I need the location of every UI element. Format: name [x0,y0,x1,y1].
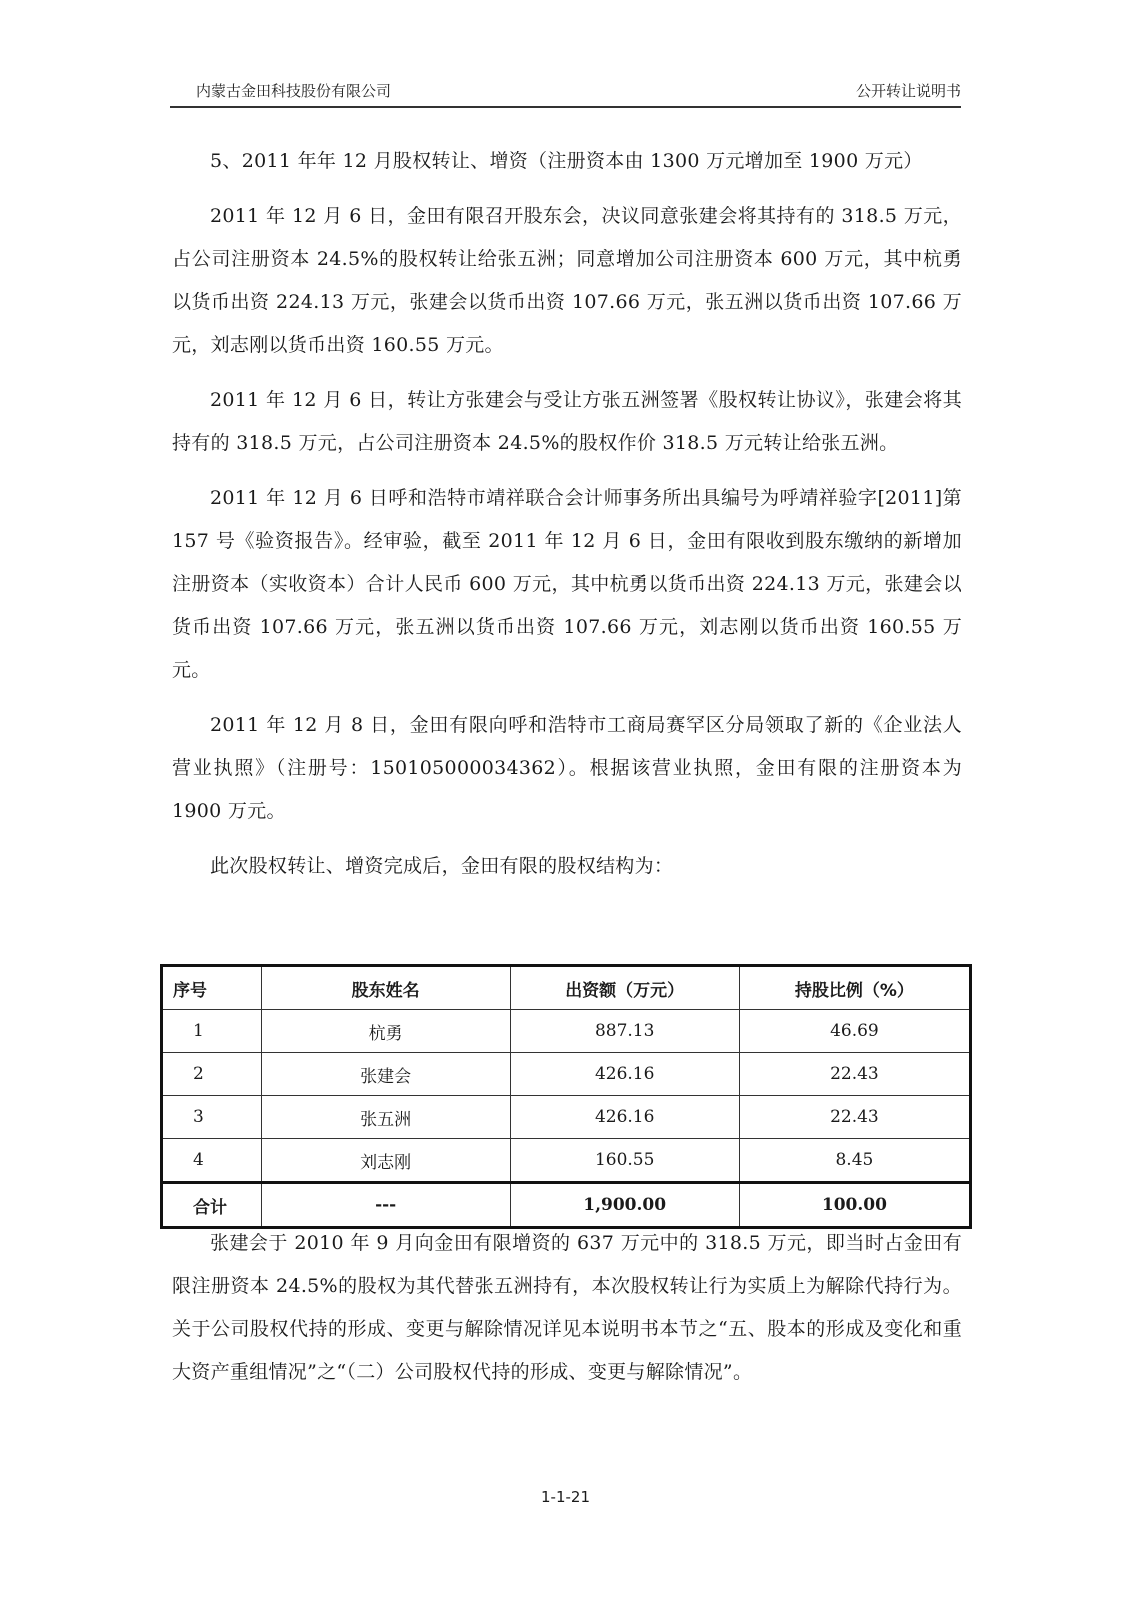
cell-serial-number: 4 [162,1139,262,1183]
cell-shareholder-name: 杭勇 [261,1010,510,1053]
table-total-row [162,1183,971,1228]
cell-shareholding-ratio: 22.43 [739,1053,970,1096]
cell-shareholder-name: 张建会 [261,1053,510,1096]
cell-total-name: --- [261,1183,510,1228]
paragraph-transfer-agreement: 2011 年 12 月 6 日，转让方张建会与受让方张五洲签署《股权转让协议》，张建会将其持有的 318.5 万元，占公司注册资本 24.5%的股权作价 318.5 万元转让给张五洲。 [172,389,962,454]
cell-shareholding-ratio: 46.69 [739,1010,970,1053]
table-row [162,1139,971,1183]
cell-serial-number: 1 [162,1010,262,1053]
table-intro: 此次股权转让、增资完成后，金田有限的股权结构为： [210,855,674,877]
cell-shareholding-ratio: 8.45 [739,1139,970,1183]
cell-serial-number: 2 [162,1053,262,1096]
section-title: 5、2011 年年 12 月股权转让、增资（注册资本由 1300 万元增加至 1900 万元） [210,150,923,172]
page-header [196,80,961,104]
cell-shareholding-ratio: 22.43 [739,1096,970,1139]
header-divider [170,106,961,108]
equity-structure-table [160,964,972,1229]
page-footer [0,1488,1131,1506]
cell-contribution-amount: 887.13 [510,1010,739,1053]
header-shareholding-ratio: 持股比例（%） [739,966,970,1010]
table-row [162,1053,971,1096]
table-header-row [162,966,971,1010]
header-shareholder-name: 股东姓名 [261,966,510,1010]
paragraph-business-license: 2011 年 12 月 8 日，金田有限向呼和浩特市工商局赛罕区分局领取了新的《企业法人营业执照》（注册号：150105000034362）。根据该营业执照，金田有限的注册资本为 1900 万元。 [172,714,962,822]
header-serial-number: 序号 [162,966,262,1010]
main-content [172,140,962,900]
header-company-name: 内蒙古金田科技股份有限公司 [196,82,392,100]
paragraph-proxy-holding: 张建会于 2010 年 9 月向金田有限增资的 637 万元中的 318.5 万元，即当时占金田有限注册资本 24.5%的股权为其代替张五洲持有，本次股权转让行为实质上为解除代持行为。关于公司股权代持的形成、变更与解除情况详见本说明书本节之“五、股本的形成及变化和重大资产重组情况”之“（二）公司股权代持的形成、变更与解除情况”。 [172,1232,962,1383]
cell-serial-number: 3 [162,1096,262,1139]
header-contribution-amount: 出资额（万元） [510,966,739,1010]
table-row [162,1010,971,1053]
page-number: 1-1-21 [541,1488,590,1506]
cell-shareholder-name: 刘志刚 [261,1139,510,1183]
cell-contribution-amount: 426.16 [510,1096,739,1139]
cell-total-amount: 1,900.00 [510,1183,739,1228]
header-document-type: 公开转让说明书 [855,82,961,100]
cell-total-label: 合计 [162,1183,262,1228]
cell-shareholder-name: 张五洲 [261,1096,510,1139]
paragraph-capital-verification: 2011 年 12 月 6 日呼和浩特市靖祥联合会计师事务所出具编号为呼靖祥验字[2011]第 157 号《验资报告》。经审验，截至 2011 年 12 月 6 日，金田有限收到股东缴纳的新增加注册资本（实收资本）合计人民币 600 万元，其中杭勇以货币出资 224.13 万元，张建会以货币出资 107.66 万元，张五洲以货币出资 107.66 万元，刘志刚以货币出资 160.55 万元。 [172,487,962,681]
cell-total-ratio: 100.00 [739,1183,970,1228]
paragraph-shareholder-meeting: 2011 年 12 月 6 日，金田有限召开股东会，决议同意张建会将其持有的 318.5 万元，占公司注册资本 24.5%的股权转让给张五洲；同意增加公司注册资本 600 万元，其中杭勇以货币出资 224.13 万元，张建会以货币出资 107.66 万元，张五洲以货币出资 107.66 万元，刘志刚以货币出资 160.55 万元。 [172,205,962,356]
cell-contribution-amount: 160.55 [510,1139,739,1183]
table-row [162,1096,971,1139]
cell-contribution-amount: 426.16 [510,1053,739,1096]
post-table-content [172,1222,962,1406]
